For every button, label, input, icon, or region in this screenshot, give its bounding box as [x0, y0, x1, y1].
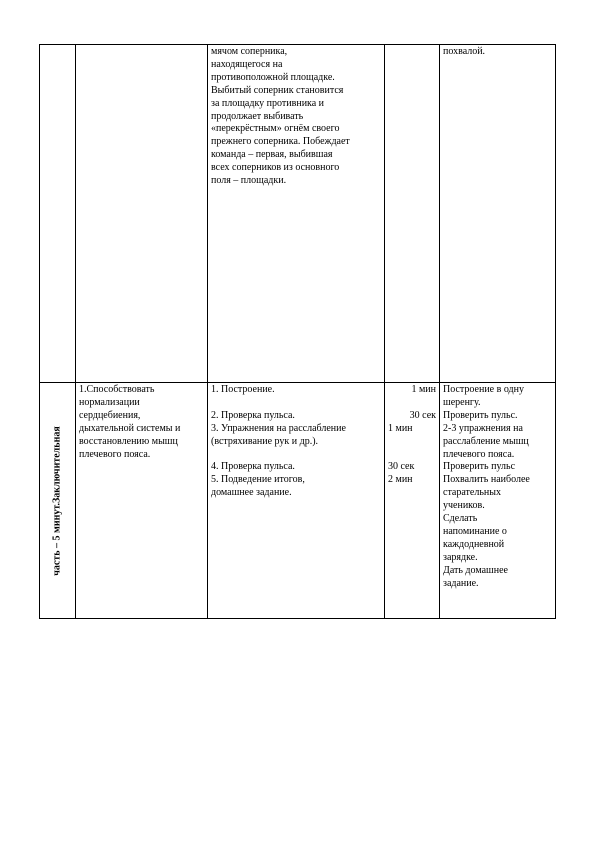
tasks-cell-empty [76, 45, 208, 383]
content-line: (встряхивание рук и др.). [211, 435, 319, 447]
notes-line: учеников. [443, 500, 485, 512]
notes-line: похвалой. [443, 46, 486, 57]
tasks-line: сердцебиения, [79, 409, 141, 421]
part-cell-empty [40, 45, 76, 383]
notes-cell [440, 383, 556, 619]
tasks-line: 1.Способствовать [79, 384, 155, 395]
content-line: 3. Упражнения на расслабление [211, 422, 346, 434]
notes-line: зарядке. [443, 551, 478, 563]
tasks-line: восстановлению мышц [79, 435, 178, 447]
content-line: продолжает выбивать [211, 110, 304, 122]
content-line: 4. Проверка пульса. [211, 461, 295, 473]
content-line: Выбитый соперник становится [211, 84, 344, 96]
notes-line: старательных [443, 487, 501, 499]
content-cell [208, 383, 385, 619]
notes-line: Сделать [443, 513, 478, 525]
notes-line: Построение в одну [443, 384, 524, 395]
dosage-value: 30 сек [409, 409, 436, 421]
part-label: часть – 5 минут.Заключительная [51, 425, 63, 576]
notes-line: каждодневной [443, 538, 505, 550]
notes-line: напоминание о [443, 525, 507, 537]
content-line: всех соперников из основного [211, 162, 340, 174]
dosage-value: 1 мин [411, 384, 436, 395]
dosage-cell [385, 383, 440, 619]
content-line: «перекрёстным» огнём своего [211, 123, 340, 135]
content-line: мячом соперника, [211, 46, 288, 57]
content-line: находящегося на [211, 58, 283, 70]
dosage-value: 2 мин [388, 474, 413, 486]
notes-cell [440, 45, 556, 383]
content-line: команда – первая, выбившая [211, 149, 333, 161]
notes-line: Проверить пульс. [443, 409, 518, 421]
notes-line: шеренгу. [443, 396, 481, 408]
notes-line: задание. [443, 577, 479, 589]
tasks-line: нормализации [79, 396, 140, 408]
content-line: за площадку противника и [211, 97, 325, 109]
content-line: противоположной площадке. [211, 71, 335, 83]
content-line: поля – площадки. [211, 175, 287, 187]
notes-line: Дать домашнее [443, 564, 508, 576]
notes-line: Похвалить наиболее [443, 474, 530, 486]
tasks-cell [76, 383, 208, 619]
dosage-value: 30 сек [388, 461, 415, 473]
notes-line: плечевого пояса. [443, 448, 515, 460]
content-cell [208, 45, 385, 383]
tasks-line: дыхательной системы и [79, 422, 181, 434]
content-line: 5. Подведение итогов, [211, 474, 305, 486]
notes-line: Проверить пульс [443, 461, 516, 473]
content-line: 1. Построение. [211, 384, 275, 395]
table-row-final-part [40, 383, 556, 619]
table-row-main-part [40, 45, 556, 383]
dosage-value: 1 мин [388, 422, 413, 434]
notes-line: 2-3 упражнения на [443, 422, 523, 434]
lesson-plan-table [39, 44, 556, 619]
content-line: прежнего соперника. Побеждает [211, 136, 350, 148]
content-line: домашнее задание. [211, 487, 292, 499]
notes-line: расслабление мышц [443, 435, 529, 447]
content-line: 2. Проверка пульса. [211, 409, 295, 421]
part-cell [40, 383, 76, 619]
tasks-line: плечевого пояса. [79, 448, 151, 460]
dosage-cell-empty [385, 45, 440, 383]
